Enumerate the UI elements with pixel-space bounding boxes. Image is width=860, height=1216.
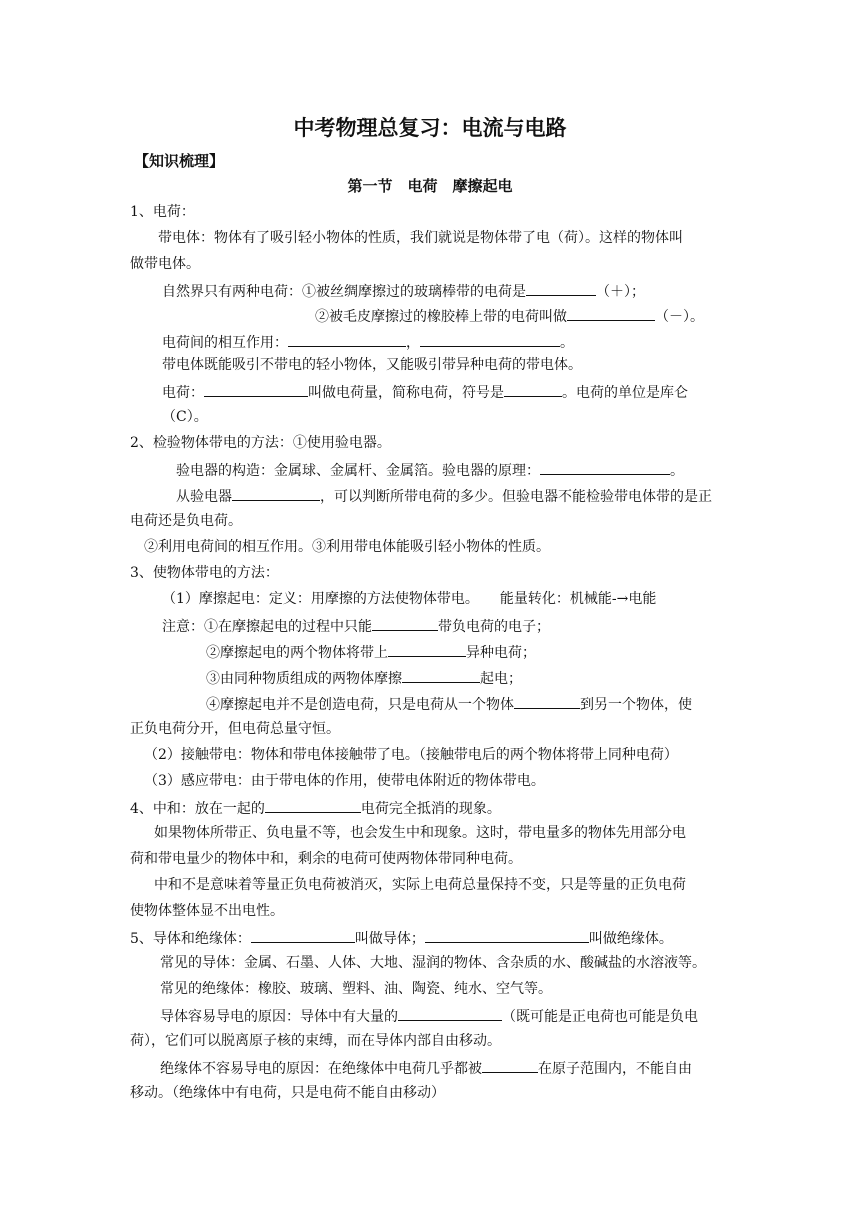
text-segment: 自然界只有两种电荷：①被丝绸摩擦过的玻璃棒带的电荷是 [162, 284, 526, 300]
section-heading: 【知识梳理】 [134, 152, 225, 170]
paragraph-line [160, 1005, 698, 1027]
text-segment: 导体容易导电的原因：导体中有大量的 [160, 1009, 398, 1025]
text-segment: 异种电荷； [466, 645, 536, 661]
item-1-heading: 1、电荷： [130, 204, 195, 220]
paragraph-line: 电荷还是负电荷。 [130, 513, 242, 529]
paragraph-line [206, 693, 692, 715]
text-segment: 5、导体和绝缘体： [130, 931, 251, 947]
paragraph-line [162, 615, 550, 637]
chapter-heading: 第一节 电荷 摩擦起电 [347, 177, 513, 195]
paragraph-line [206, 667, 522, 689]
fill-blank [514, 693, 580, 709]
text-segment: 叫做绝缘体。 [588, 931, 673, 947]
paragraph-line: （C）。 [162, 409, 208, 425]
fill-blank [402, 667, 480, 683]
text-segment: 电荷完全抵消的现象。 [360, 801, 501, 817]
text-segment: 4、中和：放在一起的 [130, 801, 265, 817]
text-segment: 验电器的构造：金属球、金属杆、金属箔。验电器的原理： [176, 463, 540, 479]
paragraph-line: 带电体既能吸引不带电的轻小物体，又能吸引带异种电荷的带电体。 [162, 357, 582, 373]
fill-blank [388, 641, 466, 657]
text-segment: 。 [670, 463, 684, 479]
paragraph-line: 荷和带电量少的物体中和，剩余的电荷可使两物体带同种电荷。 [130, 851, 522, 867]
paragraph-line: （3）感应带电：由于带电体的作用，使带电体附近的物体带电。 [144, 773, 545, 789]
text-segment: 绝缘体不容易导电的原因：在绝缘体中电荷几乎都被 [160, 1061, 482, 1077]
paragraph-line [315, 305, 704, 327]
paragraph-line: 常见的导体：金属、石墨、人体、大地、湿润的物体、含杂质的水、酸碱盐的水溶液等。 [160, 955, 706, 971]
paragraph-line [162, 280, 645, 302]
text-segment: （＋）； [596, 284, 645, 300]
page-title: 中考物理总复习：电流与电路 [293, 116, 567, 140]
text-segment: ， [406, 335, 420, 351]
text-segment: ，可以判断所带电荷的多少。但验电器不能检验带电体带的是正 [320, 489, 712, 505]
text-segment: 起电； [480, 671, 522, 687]
fill-blank [265, 797, 361, 813]
paragraph-line: ②利用电荷间的相互作用。③利用带电体能吸引轻小物体的性质。 [144, 539, 550, 555]
text-segment: ③由同种物质组成的两物体摩擦 [206, 671, 402, 687]
item-4-heading [130, 797, 501, 819]
text-segment: 带负电荷的电子； [438, 619, 550, 635]
paragraph-line [206, 641, 536, 663]
paragraph-line [176, 459, 684, 481]
fill-blank [526, 280, 596, 296]
text-segment: ②摩擦起电的两个物体将带上 [206, 645, 388, 661]
text-segment: 叫做导体； [354, 931, 425, 947]
text-segment: 在原子范围内，不能自由 [538, 1061, 692, 1077]
text-segment: 电荷： [162, 385, 204, 401]
paragraph-line [162, 381, 688, 403]
paragraph-line: （1）摩擦起电：定义：用摩擦的方法使物体带电。 能量转化：机械能-→电能 [162, 591, 657, 607]
paragraph-line: 如果物体所带正、负电量不等，也会发生中和现象。这时，带电量多的物体先用部分电 [154, 825, 686, 841]
text-segment: ②被毛皮摩擦过的橡胶棒上带的电荷叫做 [315, 309, 567, 325]
item-3-heading: 3、使物体带电的方法： [130, 565, 279, 581]
text-segment: 电荷间的相互作用： [162, 335, 288, 351]
text-segment: 从验电器 [176, 489, 232, 505]
paragraph-line: 中和不是意味着等量正负电荷被消灭，实际上电荷总量保持不变，只是等量的正负电荷 [154, 877, 686, 893]
fill-blank [482, 1057, 538, 1073]
paragraph-line: 使物体整体显不出电性。 [130, 903, 284, 919]
item-5-heading [130, 927, 673, 949]
fill-blank [420, 331, 560, 347]
paragraph-line: （2）接触带电：物体和带电体接触带了电。（接触带电后的两个物体将带上同种电荷） [144, 747, 678, 763]
item-2-heading: 2、检验物体带电的方法：①使用验电器。 [130, 435, 391, 451]
fill-blank [372, 615, 438, 631]
fill-blank [567, 305, 655, 321]
fill-blank [398, 1005, 502, 1021]
text-segment: ④摩擦起电并不是创造电荷，只是电荷从一个物体 [206, 697, 514, 713]
paragraph-line [176, 485, 712, 507]
fill-blank [425, 927, 589, 943]
paragraph-line: 移动。（绝缘体中有电荷，只是电荷不能自由移动） [130, 1085, 445, 1101]
paragraph-line: 带电体：物体有了吸引轻小物体的性质，我们就说是物体带了电（荷）。这样的物体叫 [158, 230, 683, 246]
paragraph-line: 做带电体。 [130, 256, 200, 272]
text-segment: 到另一个物体，使 [580, 697, 692, 713]
fill-blank [232, 485, 320, 501]
paragraph-line: 正负电荷分开，但电荷总量守恒。 [130, 721, 340, 737]
text-segment: （既可能是正电荷也可能是负电 [502, 1009, 698, 1025]
text-segment: 。电荷的单位是库仑 [562, 385, 688, 401]
text-segment: 。 [560, 335, 574, 351]
fill-blank [504, 381, 562, 397]
paragraph-line [160, 1057, 692, 1079]
paragraph-line: 荷），它们可以脱离原子核的束缚，而在导体内部自由移动。 [130, 1033, 501, 1049]
text-segment: （－）。 [655, 309, 704, 325]
fill-blank [288, 331, 406, 347]
paragraph-line: 常见的绝缘体：橡胶、玻璃、塑料、油、陶瓷、纯水、空气等。 [160, 981, 552, 997]
text-segment: 叫做电荷量，简称电荷，符号是 [308, 385, 504, 401]
fill-blank [204, 381, 308, 397]
paragraph-line [162, 331, 574, 353]
fill-blank [540, 459, 670, 475]
text-segment: 注意：①在摩擦起电的过程中只能 [162, 619, 372, 635]
fill-blank [251, 927, 355, 943]
